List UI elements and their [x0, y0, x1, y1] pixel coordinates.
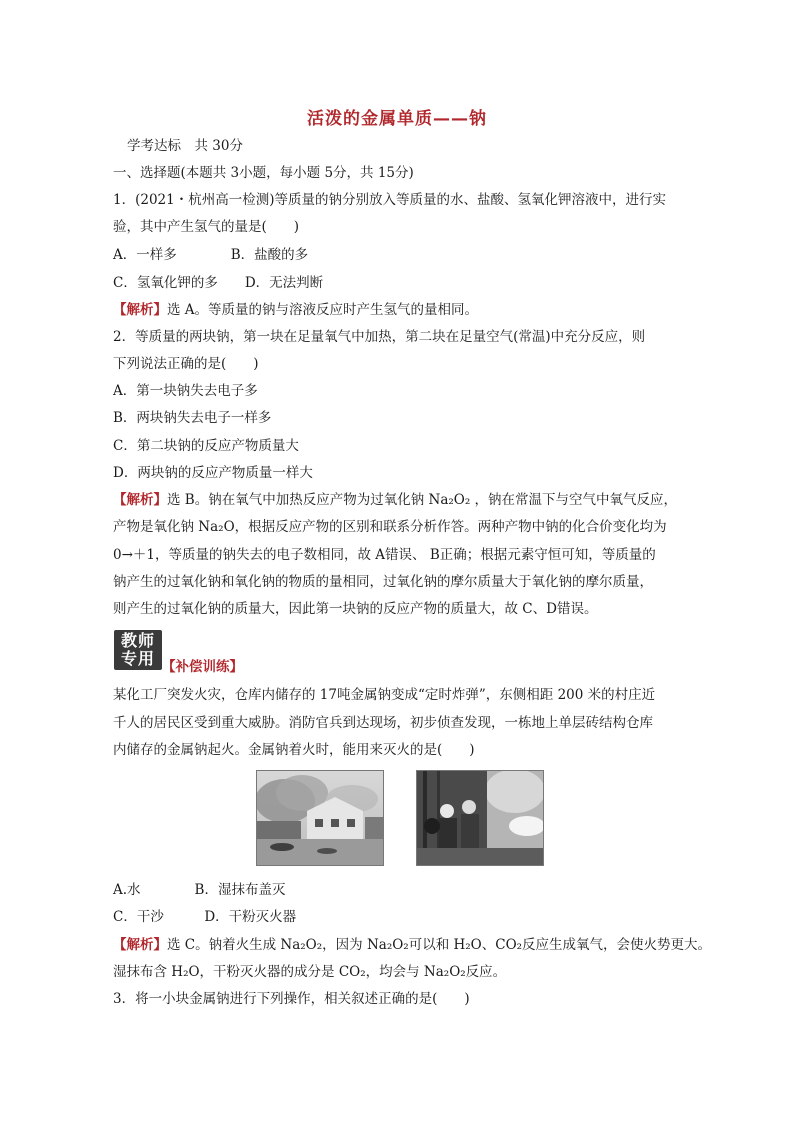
question-1-analysis [113, 300, 683, 320]
question-1-options-ab: A．一样多 B．盐酸的多 [113, 247, 309, 263]
question-1-options-cd: C．氢氧化钾的多 D．无法判断 [113, 275, 324, 291]
analysis-text: 选 B。钠在氧气中加热反应产物为过氧化钠 Na₂O₂ ，钠在常温下与空气中氧气反应， [167, 492, 678, 508]
question-2-analysis-4: 钠产生的过氧化钠和氧化钠的物质的量相同，过氧化钠的摩尔质量大于氧化钠的摩尔质量， [113, 574, 653, 590]
question-1-line-2: 验，其中产生氢气的量是( ) [113, 219, 300, 235]
extra-question-line-3: 内储存的金属钠起火。金属钠着火时，能用来灭火的是( ) [113, 742, 475, 758]
question-2-option-c: C．第二块钠的反应产物质量大 [113, 438, 299, 454]
subtitle: 学考达标 共 30分 [127, 138, 243, 154]
supplementary-training-label: 【补偿训练】 [162, 659, 243, 675]
question-2-option-a: A．第一块钠失去电子多 [113, 383, 258, 399]
firefighters-photo [416, 770, 544, 866]
analysis-text: 选 A。等质量的钠与溶液反应时产生氢气的量相同。 [167, 302, 479, 318]
question-2-line-2: 下列说法正确的是( ) [113, 356, 259, 372]
extra-question-options-ab: A.水 B．湿抹布盖灭 [113, 882, 286, 898]
analysis-label: 【解析】 [113, 492, 167, 508]
question-3-line-1: 3．将一小块金属钠进行下列操作，相关叙述正确的是( ) [113, 991, 470, 1007]
section-heading: 一、选择题(本题共 3小题，每小题 5分，共 15分) [113, 165, 414, 181]
analysis-label: 【解析】 [113, 302, 167, 318]
question-2-analysis-5: 则产生的过氧化钠的质量大，因此第一块钠的反应产物的质量大，故 C、D错误。 [113, 601, 598, 617]
question-2-line-1: 2．等质量的两块钠，第一块在足量氧气中加热，第二块在足量空气(常温)中充分反应，则 [113, 329, 646, 345]
analysis-label: 【解析】 [113, 937, 167, 953]
question-2-analysis-1 [113, 490, 683, 510]
teacher-badge-bottom: 专用 [120, 649, 155, 668]
teacher-badge-top: 教师 [120, 631, 155, 650]
teacher-badge [114, 630, 162, 670]
extra-question-analysis-1 [113, 935, 712, 955]
question-2-option-d: D．两块钠的反应产物质量一样大 [113, 465, 313, 481]
question-2-option-b: B．两块钠失去电子一样多 [113, 410, 272, 426]
question-2-analysis-3: 0→＋1，等质量的钠失去的电子数相同，故 A错误、 B正确；根据元素守恒可知，等质量的 [113, 547, 656, 563]
extra-question-options-cd: C．干沙 D．干粉灭火器 [113, 909, 297, 925]
analysis-text: 选 C。钠着火生成 Na₂O₂，因为 Na₂O₂可以和 H₂O、CO₂反应生成氧气，会使火势更大。 [167, 937, 712, 953]
fire-building-photo [256, 770, 384, 866]
extra-question-analysis-2: 湿抹布含 H₂O，干粉灭火器的成分是 CO₂，均会与 Na₂O₂反应。 [113, 964, 507, 980]
extra-question-line-1: 某化工厂突发火灾，仓库内储存的 17吨金属钠变成“定时炸弹”，东侧相距 200 米的村庄近 [113, 687, 656, 703]
page-title: 活泼的金属单质——钠 [307, 109, 487, 129]
extra-question-line-2: 千人的居民区受到重大威胁。消防官兵到达现场，初步侦查发现，一栋地上单层砖结构仓库 [113, 715, 653, 731]
question-1-line-1: 1．(2021・杭州高一检测)等质量的钠分别放入等质量的水、盐酸、氢氧化钾溶液中，进行实 [113, 192, 666, 208]
question-2-analysis-2: 产物是氧化钠 Na₂O，根据反应产物的区别和联系分析作答。两种产物中钠的化合价变化均为 [113, 519, 667, 535]
